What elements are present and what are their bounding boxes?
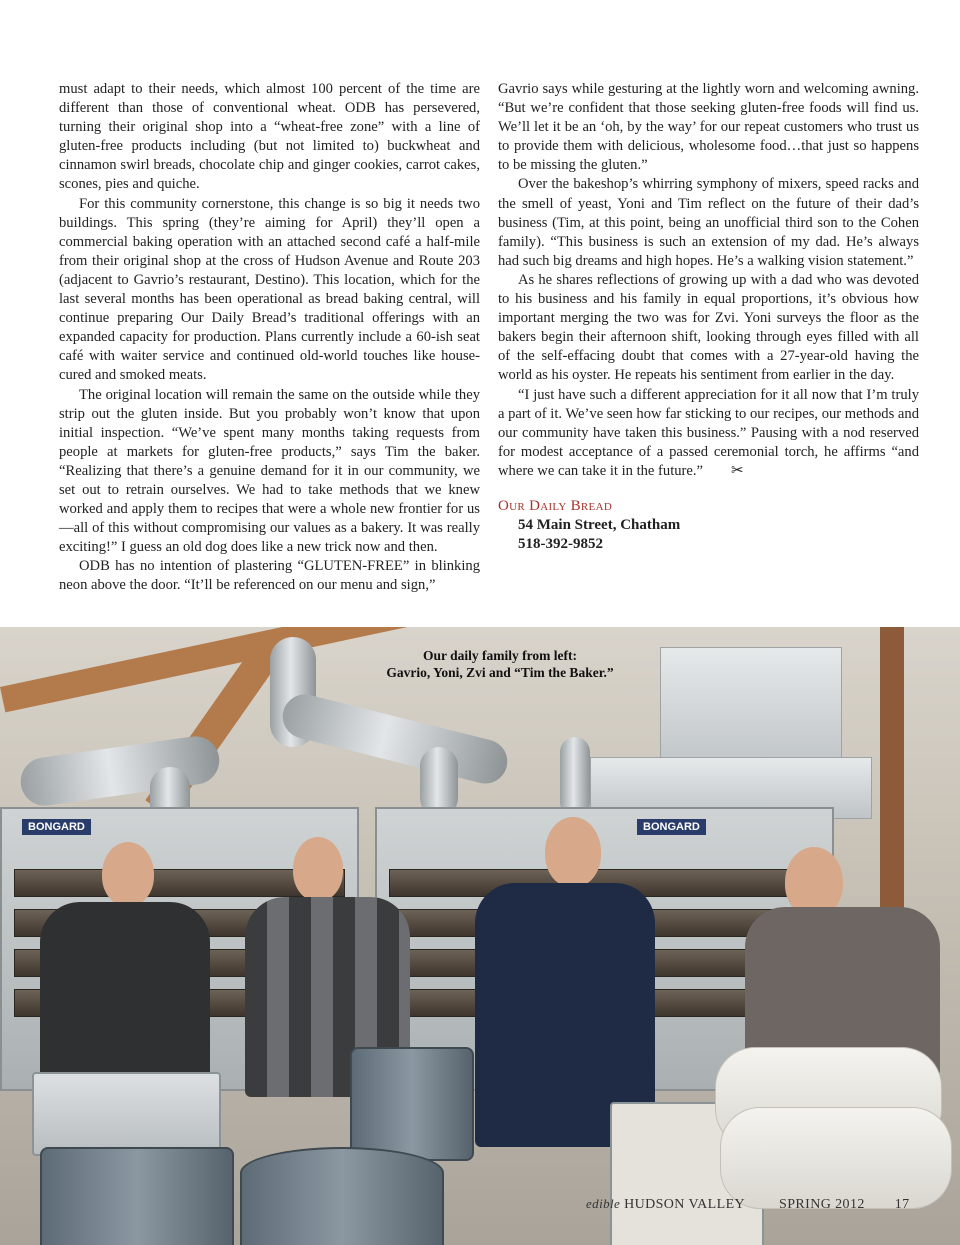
exhaust-duct bbox=[18, 733, 223, 808]
business-address: 54 Main Street, Chatham bbox=[518, 517, 681, 534]
person-head bbox=[545, 817, 601, 887]
article-left-column bbox=[59, 80, 480, 596]
article-paragraph: must adapt to their needs, which almost 100 percent of the time are different than those of conventional wheat. ODB has persevered, turning their original shop into a “wheat-free zone” with a line of gluten-free products including (but not limited to) buckwheat and cinnamon swirl breads, chocolate chip and ginger cookies, carrot cakes, scones, pies and quiche. bbox=[59, 81, 480, 193]
flour-sack bbox=[720, 1107, 952, 1209]
photo-caption bbox=[330, 647, 670, 681]
person-head bbox=[293, 837, 343, 901]
magazine-name: HUDSON VALLEY bbox=[624, 1197, 746, 1212]
article-paragraph bbox=[498, 386, 919, 481]
oven-brand-label: BONGARD bbox=[637, 819, 706, 835]
person-head bbox=[102, 842, 154, 906]
end-mark-icon: ✂ bbox=[731, 462, 744, 479]
business-info bbox=[498, 497, 919, 554]
article-paragraph: ODB has no intention of plastering “GLUTEN-FREE” in blinking neon above the door. “It’ll be referenced on our menu and sign,” bbox=[59, 558, 480, 594]
issue-date: SPRING 2012 bbox=[779, 1197, 865, 1212]
magazine-prefix: edible bbox=[586, 1196, 621, 1211]
bakery-photo bbox=[0, 627, 960, 1245]
exhaust-duct bbox=[560, 737, 590, 817]
person-zvi bbox=[475, 817, 655, 1147]
person-gavrio bbox=[40, 842, 210, 1082]
article-paragraph: Gavrio says while gesturing at the lightly worn and welcoming awning. “But we’re confident that those seeking gluten-free foods will find us. We’ll let it be an ‘oh, by the way’ for our repeat customers who trust us to provide them with delicious, wholesome food…that just so happens to be missing the gluten.” bbox=[498, 81, 919, 174]
page-footer bbox=[586, 1196, 946, 1213]
oven-hood bbox=[660, 647, 842, 769]
person-tim bbox=[745, 837, 940, 1077]
article-paragraph: For this community cornerstone, this change is so big it needs two buildings. This spring (they’re aiming for April) they’ll open a commercial baking operation with an attached second café a half-mile from their original shop at the cross of Hudson Avenue and Route 203 (adjacent to Gavrio’s restaurant, Destino). This location, which for the last several months has been operational as bread baking central, will continue preparing Our Daily Bread’s traditional offerings with an expanded capacity for production. Plans currently include a 60-ish seat café with waiter service and continued old-world touches like house-cured and smoked meats. bbox=[59, 195, 480, 384]
business-phone: 518-392-9852 bbox=[518, 536, 603, 553]
article-right-column bbox=[498, 80, 919, 554]
article-paragraph: Over the bakeshop’s whirring symphony of mixers, speed racks and the smell of yeast, Yoni and Tim reflect on the future of their dad’s business (Tim, at this point, being an unofficial third son to the Cohen family). “This business is such an extension of my dad. He’s always had such big dreams and high hopes. He’s a walking vision statement.” bbox=[498, 176, 919, 269]
exhaust-duct bbox=[278, 690, 512, 788]
storage-bin bbox=[40, 1147, 234, 1245]
plastic-tub bbox=[32, 1072, 221, 1156]
storage-bin bbox=[350, 1047, 474, 1161]
person-jacket bbox=[40, 902, 210, 1092]
article-paragraph: As he shares reflections of growing up with a dad who was devoted to his business and his family in equal proportions, it’s obvious how important merging the two was for Zvi. Yoni surveys the floor as the bakers begin their afternoon shift, looking through eyes filled with all of the self-effacing doubt that comes with a 27-year-old having the world as his oyster. He repeats his sentiment from earlier in the day. bbox=[498, 271, 919, 384]
business-name: Our Daily Bread bbox=[498, 497, 613, 514]
page-number: 17 bbox=[894, 1197, 910, 1212]
photo-caption-line: Gavrio, Yoni, Zvi and “Tim the Baker.” bbox=[386, 665, 614, 680]
photo-caption-line: Our daily family from left: bbox=[423, 648, 577, 663]
storage-bin bbox=[240, 1147, 444, 1245]
article-paragraph: The original location will remain the same on the outside while they strip out the gluten inside. But you probably won’t know that upon initial inspection. “We’ve spent many months taking requests from people at markets for gluten-free products,” says Tim the baker. “Realizing that there’s a genuine demand for it in our community, we set out to retrain ourselves. We had to take methods that we knew worked and apply them to recipes that were a whole new frontier for us—all of this without compromising our values as a bakery. It was really exciting!” I guess an old dog does like a new trick now and then. bbox=[59, 386, 480, 556]
article-closing-text: “I just have such a different appreciation for it all now that I’m truly a part of it. We’ve seen how far sticking to our recipes, our methods and our community have taken this business.” Pausing with a nod reserved for modest acceptance of a passed ceremonial torch, he affirms “and where we can take it in the future.” bbox=[498, 386, 919, 479]
oven-brand-label: BONGARD bbox=[22, 819, 91, 835]
